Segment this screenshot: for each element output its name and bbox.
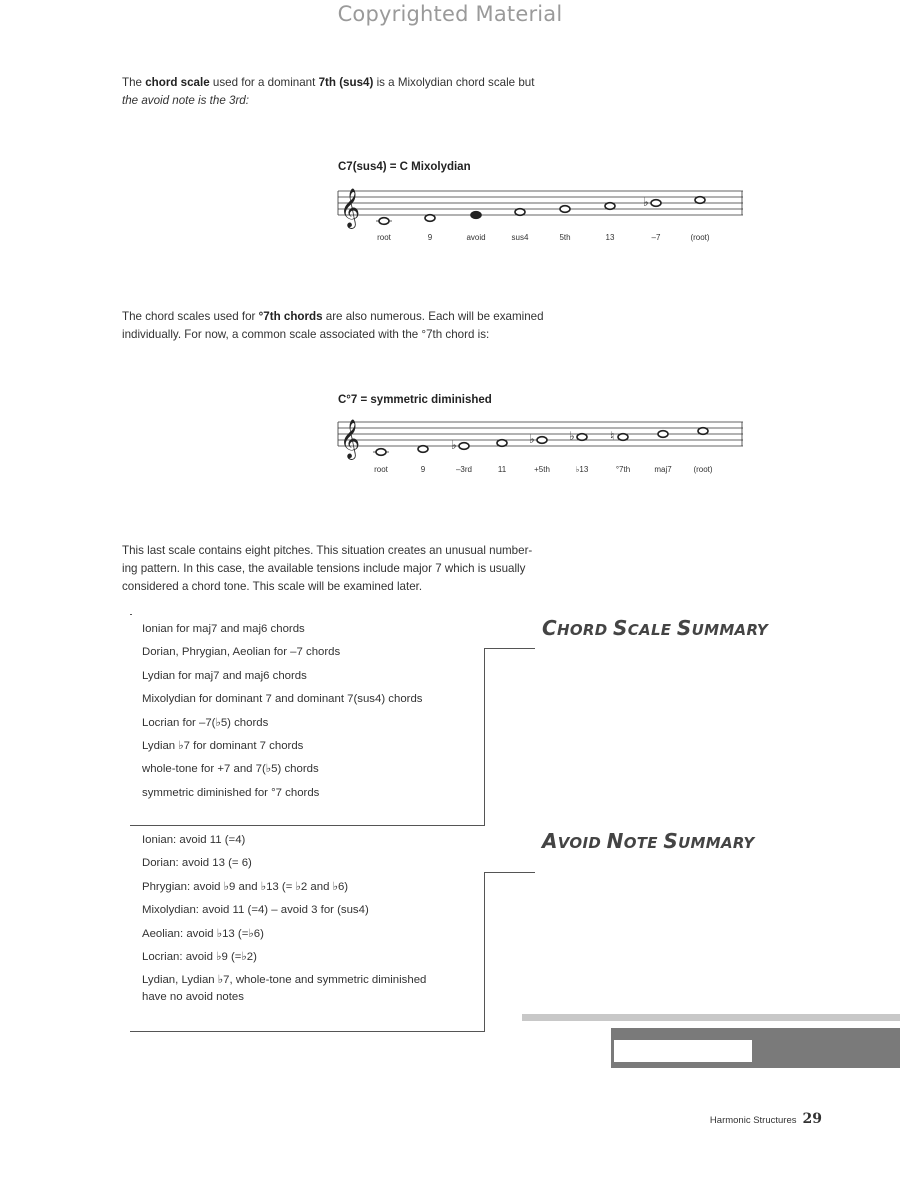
note-label: (root) (693, 465, 713, 474)
list-item: Aeolian: avoid ♭13 (=♭6) (142, 927, 264, 940)
decorative-light-bar (522, 1014, 900, 1021)
note-label: °7th (615, 465, 631, 474)
list-item: Phrygian: avoid ♭9 and ♭13 (= ♭2 and ♭6) (142, 880, 349, 893)
dim-paragraph: The chord scales used for °7th chords are also numerous. Each will be examined individually. For now, a common scale associated with the °7th chord is: (122, 310, 544, 341)
flat-icon: ♭ (451, 438, 457, 452)
staff-2-title: C°7 = symmetric diminished (338, 394, 492, 406)
list-item: Mixolydian for dominant 7 and dominant 7(sus4) chords (142, 693, 423, 706)
note-head (658, 431, 668, 438)
note-head (698, 428, 708, 435)
note-label: +5th (534, 465, 550, 474)
note-label: 9 (420, 465, 426, 474)
staff-1-title: C7(sus4) = C Mixolydian (338, 161, 471, 173)
note-head (471, 212, 481, 219)
note-label: 13 (605, 233, 615, 242)
summary-divider (130, 614, 132, 615)
note-label: avoid (466, 233, 486, 242)
list-item: Lydian for maj7 and maj6 chords (142, 669, 307, 682)
staff-2-notation (338, 419, 743, 464)
list-item: Ionian for maj7 and maj6 chords (142, 623, 305, 635)
avoid-note-bracket (484, 872, 485, 1031)
note-label: –7 (651, 233, 661, 242)
bracket-top-line (485, 872, 535, 873)
list-item: Lydian, Lydian ♭7, whole-tone and symmetric diminished have no avoid notes (142, 974, 427, 1004)
avoid-note-summary-heading: AVOID NOTE SUMMARY (542, 829, 755, 853)
page-number: 29 (802, 1111, 822, 1127)
chord-scale-summary-heading: CHORD SCALE SUMMARY (542, 616, 769, 640)
chord-scale-summary-list (142, 618, 422, 805)
list-item: Ionian: avoid 11 (=4) (142, 834, 246, 846)
note-label: root (374, 465, 388, 474)
page-footer (710, 1111, 822, 1127)
list-item: Dorian, Phrygian, Aeolian for –7 chords (142, 646, 341, 659)
treble-clef-icon: 𝄞 (340, 419, 361, 459)
note-head (618, 434, 628, 441)
bracket-top-line (485, 648, 535, 649)
note-head (497, 440, 507, 447)
note-label: 9 (427, 233, 433, 242)
list-item: symmetric diminished for °7 chords (142, 786, 320, 799)
note-head (425, 215, 435, 222)
flat-icon: ♭ (529, 432, 535, 446)
copyright-watermark: Copyrighted Material (337, 2, 563, 26)
footer-section: Harmonic Structures (709, 1115, 797, 1126)
note-head (577, 434, 587, 441)
note-label: –3rd (455, 465, 472, 474)
avoid-note-summary-list (142, 829, 426, 1006)
note-label: 5th (559, 233, 571, 242)
eight-pitches-paragraph: This last scale contains eight pitches. This situation creates an unusual number- ing pattern. In this case, the available tensions include major 7 which is usually considered a chord tone. This scale will be examined later. (122, 544, 533, 593)
list-item: Mixolydian: avoid 11 (=4) – avoid 3 for (sus4) (142, 904, 369, 917)
list-item: whole-tone for +7 and 7(♭5) chords (142, 763, 319, 776)
note-head (418, 446, 428, 453)
note-head (651, 200, 661, 207)
treble-clef-icon: 𝄞 (340, 188, 361, 228)
flat-icon: ♭ (569, 429, 575, 443)
note-head (560, 206, 570, 213)
note-label: sus4 (511, 233, 529, 242)
flat-icon: ♭ (643, 195, 649, 209)
note-head (515, 209, 525, 216)
note-head (537, 437, 547, 444)
chord-scale-bracket (484, 648, 485, 825)
list-item: Lydian ♭7 for dominant 7 chords (142, 740, 304, 753)
staff-1-notation (338, 188, 743, 233)
bracket-bottom-line (130, 825, 485, 826)
note-head (379, 218, 389, 225)
flat-icon: ♮ (610, 429, 615, 443)
note-head (605, 203, 615, 210)
list-item: Locrian for –7(♭5) chords (142, 716, 269, 729)
intro-paragraph: The chord scale used for a dominant 7th (sus4) is a Mixolydian chord scale but the avoid note is the 3rd: (122, 76, 535, 107)
note-label: (root) (690, 233, 710, 242)
note-label: ♭13 (575, 465, 589, 474)
note-label: 11 (497, 465, 507, 474)
note-head (459, 443, 469, 450)
note-head (695, 197, 705, 204)
note-label: maj7 (654, 465, 672, 474)
decorative-white-inset (614, 1040, 752, 1062)
list-item: Locrian: avoid ♭9 (=♭2) (142, 951, 257, 964)
list-item: Dorian: avoid 13 (= 6) (142, 857, 252, 870)
note-label: root (377, 233, 391, 242)
bracket-bottom-line (130, 1031, 485, 1032)
note-head (376, 449, 386, 456)
